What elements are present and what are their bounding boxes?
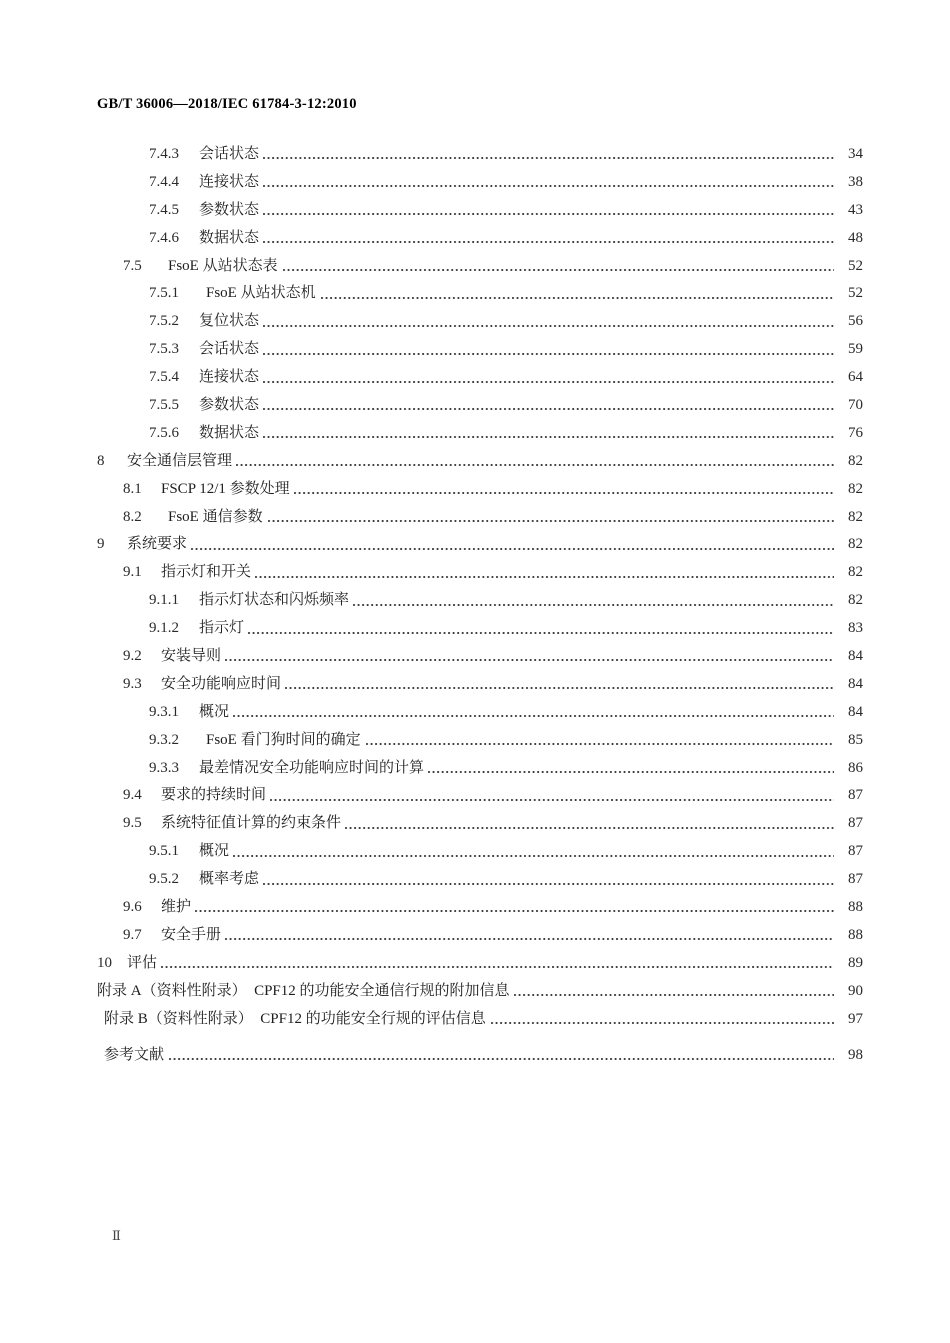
toc-entry-page-number: 84 bbox=[848, 675, 863, 692]
toc-dot-leader bbox=[263, 316, 834, 331]
toc-entry-number: 8.2 bbox=[123, 508, 142, 525]
table-of-contents bbox=[97, 142, 863, 1070]
toc-entry-page-number: 98 bbox=[848, 1046, 863, 1063]
toc-entry-page-number: 82 bbox=[848, 452, 863, 469]
toc-entry-title: 参数状态 bbox=[199, 397, 260, 414]
toc-entry[interactable] bbox=[97, 644, 863, 672]
toc-entry-number: 9.5.1 bbox=[149, 843, 179, 860]
toc-entry-page-number: 84 bbox=[848, 648, 863, 665]
toc-dot-leader bbox=[285, 678, 834, 693]
toc-entry-number: 9.5.2 bbox=[149, 871, 179, 888]
toc-entry-page-number: 86 bbox=[848, 759, 863, 776]
toc-entry-title: 安装导则 bbox=[161, 648, 222, 665]
toc-entry-title: 参数状态 bbox=[199, 201, 260, 218]
toc-entry[interactable] bbox=[97, 560, 863, 588]
toc-dot-leader bbox=[263, 204, 834, 219]
toc-entry[interactable] bbox=[97, 756, 863, 784]
toc-entry-page-number: 84 bbox=[848, 703, 863, 720]
toc-dot-leader bbox=[263, 372, 834, 387]
toc-entry[interactable] bbox=[97, 281, 863, 309]
toc-entry-title: 会话状态 bbox=[199, 146, 260, 162]
toc-entry-number: 8.1 bbox=[123, 480, 142, 497]
toc-entry[interactable] bbox=[97, 393, 863, 421]
toc-entry-page-number: 52 bbox=[848, 257, 863, 274]
toc-entry-page-number: 87 bbox=[848, 843, 863, 860]
toc-entry[interactable] bbox=[97, 951, 863, 979]
toc-entry[interactable] bbox=[97, 979, 863, 1007]
toc-entry[interactable] bbox=[97, 672, 863, 700]
toc-dot-leader bbox=[345, 818, 834, 833]
toc-entry-page-number: 43 bbox=[848, 201, 863, 218]
toc-entry-page-number: 87 bbox=[848, 815, 863, 832]
toc-entry-page-number: 64 bbox=[848, 369, 863, 386]
toc-entry-number: 9.1.1 bbox=[149, 592, 179, 609]
toc-entry-number: 7.5.6 bbox=[149, 424, 179, 441]
toc-dot-leader bbox=[263, 232, 834, 247]
toc-entry-title: 连接状态 bbox=[199, 369, 260, 386]
toc-entry[interactable] bbox=[97, 867, 863, 895]
toc-entry-page-number: 97 bbox=[848, 1010, 863, 1027]
toc-entry-page-number: 52 bbox=[848, 285, 863, 302]
toc-entry-page-number: 85 bbox=[848, 731, 863, 748]
toc-entry-number: 9.5 bbox=[123, 815, 142, 832]
toc-dot-leader bbox=[491, 1013, 834, 1028]
toc-dot-leader bbox=[366, 734, 834, 749]
toc-dot-leader bbox=[225, 650, 834, 665]
toc-dot-leader bbox=[236, 455, 834, 470]
toc-entry-number: 9.3.3 bbox=[149, 759, 179, 776]
toc-entry-number: 7.5.2 bbox=[149, 313, 179, 330]
toc-entry[interactable] bbox=[97, 449, 863, 477]
toc-entry-page-number: 87 bbox=[848, 871, 863, 888]
toc-entry-title: 数据状态 bbox=[199, 229, 260, 246]
toc-entry-page-number: 82 bbox=[848, 592, 863, 609]
toc-entry-title: 指示灯状态和闪烁频率 bbox=[199, 592, 350, 609]
toc-entry-page-number: 48 bbox=[848, 229, 863, 246]
toc-entry-title: 指示灯和开关 bbox=[161, 564, 252, 581]
toc-entry[interactable] bbox=[97, 923, 863, 951]
toc-dot-leader bbox=[270, 790, 834, 805]
toc-entry-number: 9 bbox=[97, 536, 105, 553]
toc-dot-leader bbox=[263, 148, 834, 163]
toc-entry-title: FsoE 从站状态表 bbox=[168, 257, 278, 274]
toc-entry-title: 系统要求 bbox=[127, 536, 188, 553]
toc-entry-title: FSCP 12/1 参数处理 bbox=[161, 480, 290, 497]
toc-entry-page-number: 88 bbox=[848, 926, 863, 943]
toc-entry-page-number: 82 bbox=[848, 480, 863, 497]
toc-entry-number: 7.4.3 bbox=[149, 146, 179, 162]
toc-entry[interactable] bbox=[97, 337, 863, 365]
toc-entry-title: 系统特征值计算的约束条件 bbox=[161, 815, 342, 832]
toc-entry-title: 概况 bbox=[199, 843, 230, 860]
toc-entry-title: 复位状态 bbox=[199, 313, 260, 330]
toc-entry-number: 9.4 bbox=[123, 787, 142, 804]
toc-entry[interactable] bbox=[97, 839, 863, 867]
toc-entry-title: 指示灯 bbox=[199, 620, 245, 637]
toc-entry-title: FsoE 通信参数 bbox=[168, 508, 263, 525]
toc-dot-leader bbox=[248, 623, 834, 638]
document-header-standard-id: GB/T 36006—2018/IEC 61784-3-12:2010 bbox=[97, 96, 357, 112]
toc-entry-number: 7.4.4 bbox=[149, 173, 179, 190]
toc-entry-title: 参考文献 bbox=[104, 1046, 165, 1063]
toc-entry-page-number: 87 bbox=[848, 787, 863, 804]
toc-entry-page-number: 83 bbox=[848, 620, 863, 637]
toc-dot-leader bbox=[191, 539, 834, 554]
toc-entry-title: 概率考虑 bbox=[199, 871, 260, 888]
toc-entry[interactable] bbox=[97, 226, 863, 254]
toc-entry[interactable] bbox=[97, 895, 863, 923]
toc-dot-leader bbox=[321, 288, 834, 303]
toc-dot-leader bbox=[263, 874, 834, 889]
toc-entry-number: 9.3.2 bbox=[149, 731, 179, 748]
toc-entry-number: 8 bbox=[97, 452, 105, 469]
toc-entry-page-number: 88 bbox=[848, 899, 863, 916]
toc-entry-page-number: 34 bbox=[848, 146, 863, 162]
toc-entry[interactable] bbox=[97, 783, 863, 811]
toc-entry-title: 附录 A（资料性附录） CPF12 的功能安全通信行规的附加信息 bbox=[97, 982, 510, 999]
toc-entry-number: 9.1 bbox=[123, 564, 142, 581]
toc-entry[interactable] bbox=[97, 421, 863, 449]
toc-entry-page-number: 76 bbox=[848, 424, 863, 441]
toc-entry-title: 要求的持续时间 bbox=[161, 787, 267, 804]
toc-entry-number: 9.3 bbox=[123, 675, 142, 692]
toc-entry[interactable] bbox=[97, 1007, 863, 1035]
toc-entry-title: 评估 bbox=[127, 954, 158, 971]
toc-dot-leader bbox=[353, 595, 834, 610]
toc-dot-leader bbox=[169, 1049, 834, 1064]
toc-entry-title: 维护 bbox=[161, 899, 192, 916]
toc-dot-leader bbox=[195, 901, 834, 916]
toc-entry-number: 9.6 bbox=[123, 899, 142, 916]
toc-entry[interactable] bbox=[97, 142, 863, 170]
toc-entry[interactable] bbox=[97, 170, 863, 198]
toc-entry-number: 10 bbox=[97, 954, 112, 971]
toc-dot-leader bbox=[161, 957, 834, 972]
toc-entry-title: FsoE 从站状态机 bbox=[206, 285, 316, 302]
toc-entry[interactable] bbox=[97, 616, 863, 644]
toc-entry-page-number: 82 bbox=[848, 536, 863, 553]
toc-entry[interactable] bbox=[97, 505, 863, 533]
toc-entry-number: 9.1.2 bbox=[149, 620, 179, 637]
toc-entry-title: 安全手册 bbox=[161, 926, 222, 943]
toc-entry-number: 7.5.1 bbox=[149, 285, 179, 302]
toc-entry-page-number: 70 bbox=[848, 397, 863, 414]
toc-entry-title: 安全功能响应时间 bbox=[161, 675, 282, 692]
toc-entry-title: FsoE 看门狗时间的确定 bbox=[206, 731, 361, 748]
toc-dot-leader bbox=[514, 985, 834, 1000]
toc-dot-leader bbox=[255, 567, 834, 582]
toc-entry-page-number: 82 bbox=[848, 564, 863, 581]
toc-entry-number: 9.2 bbox=[123, 648, 142, 665]
toc-entry-title: 会话状态 bbox=[199, 341, 260, 358]
toc-entry-title: 安全通信层管理 bbox=[127, 452, 233, 469]
toc-entry-page-number: 90 bbox=[848, 982, 863, 999]
toc-entry-number: 9.3.1 bbox=[149, 703, 179, 720]
toc-dot-leader bbox=[263, 427, 834, 442]
toc-entry[interactable] bbox=[97, 532, 863, 560]
toc-dot-leader bbox=[225, 929, 834, 944]
toc-dot-leader bbox=[294, 483, 834, 498]
toc-entry-number: 7.5 bbox=[123, 257, 142, 274]
toc-entry[interactable] bbox=[97, 588, 863, 616]
toc-dot-leader bbox=[263, 344, 834, 359]
toc-entry-page-number: 82 bbox=[848, 508, 863, 525]
toc-entry[interactable] bbox=[97, 811, 863, 839]
toc-entry[interactable] bbox=[97, 728, 863, 756]
toc-entry[interactable] bbox=[97, 477, 863, 505]
toc-dot-leader bbox=[283, 260, 834, 275]
toc-entry[interactable] bbox=[97, 309, 863, 337]
toc-entry[interactable] bbox=[97, 198, 863, 226]
toc-entry-page-number: 59 bbox=[848, 341, 863, 358]
toc-entry-title: 最差情况安全功能响应时间的计算 bbox=[199, 759, 425, 776]
toc-entry-number: 9.7 bbox=[123, 926, 142, 943]
toc-entry-page-number: 38 bbox=[848, 173, 863, 190]
toc-entry-title: 连接状态 bbox=[199, 173, 260, 190]
toc-dot-leader bbox=[233, 846, 834, 861]
toc-entry-page-number: 56 bbox=[848, 313, 863, 330]
toc-entry-number: 7.4.5 bbox=[149, 201, 179, 218]
toc-entry-title: 数据状态 bbox=[199, 424, 260, 441]
toc-entry-number: 7.4.6 bbox=[149, 229, 179, 246]
toc-dot-leader bbox=[233, 706, 834, 721]
toc-entry[interactable] bbox=[97, 1043, 863, 1071]
toc-entry-title: 概况 bbox=[199, 703, 230, 720]
toc-entry[interactable] bbox=[97, 254, 863, 282]
toc-dot-leader bbox=[263, 399, 834, 414]
toc-entry-number: 7.5.5 bbox=[149, 397, 179, 414]
page-folio: Ⅱ bbox=[112, 1228, 121, 1243]
toc-entry-number: 7.5.3 bbox=[149, 341, 179, 358]
toc-dot-leader bbox=[268, 511, 834, 526]
toc-entry[interactable] bbox=[97, 700, 863, 728]
toc-entry-title: 附录 B（资料性附录） CPF12 的功能安全行规的评估信息 bbox=[104, 1010, 486, 1027]
toc-entry[interactable] bbox=[97, 365, 863, 393]
toc-dot-leader bbox=[263, 176, 834, 191]
toc-entry-page-number: 89 bbox=[848, 954, 863, 971]
toc-dot-leader bbox=[428, 762, 834, 777]
toc-entry-number: 7.5.4 bbox=[149, 369, 179, 386]
